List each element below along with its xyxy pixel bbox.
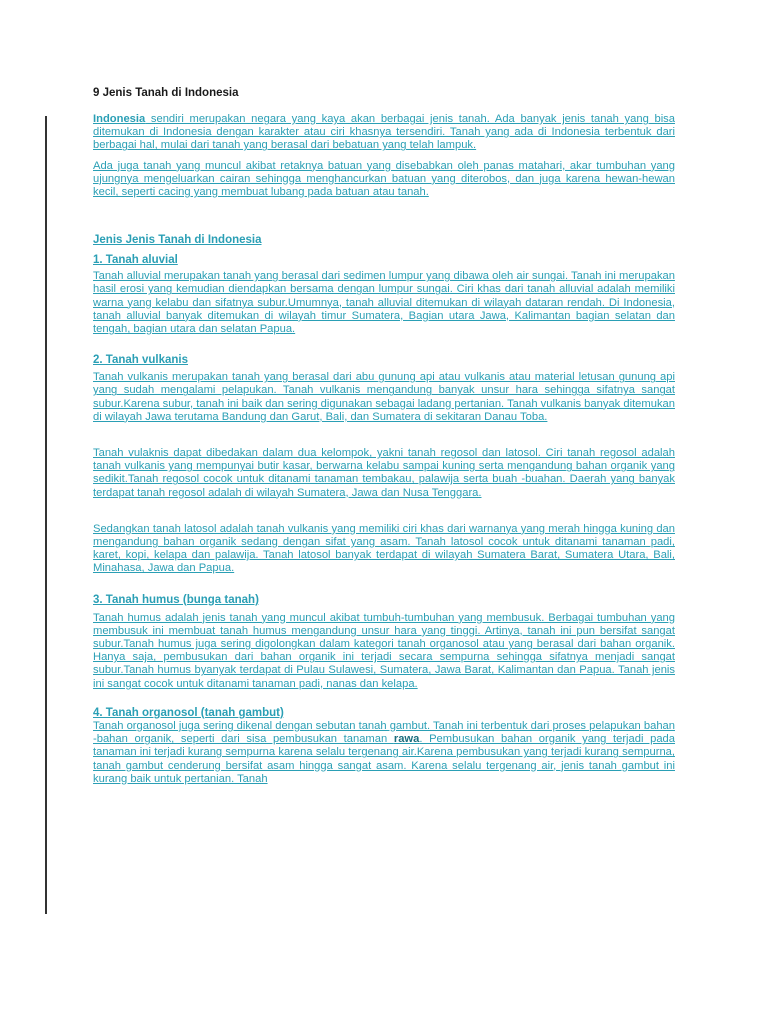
organosol-text-a: Tanah organosol juga sering dikenal dengan sebutan tanah gambut. Tanah ini terbentuk dari proses pelapukan bahan -bahan organik, seperti dari sisa pembusukan tanaman xyxy=(93,719,675,746)
heading-aluvial[interactable]: 1. Tanah aluvial xyxy=(93,254,178,267)
intro-paragraph-2[interactable]: Ada juga tanah yang muncul akibat retaknya batuan yang disebabkan oleh panas matahari, akar tumbuhan yang ujungnya mengeluarkan cairan sehingga menghancurkan batuan yang diterobos, dan juga karena hewan-hewan kecil, seperti cacing yang membuat lubang pada batuan atau tanah. xyxy=(93,159,675,199)
heading-humus[interactable]: 3. Tanah humus (bunga tanah) xyxy=(93,593,259,606)
document-body xyxy=(93,113,675,786)
paragraph-vulkanis-1[interactable]: Tanah vulkanis merupakan tanah yang berasal dari abu gunung api atau vulkanis atau material letusan gunung api yang sudah mengalami pelapukan. Tanah vulkanis mengandung banyak unsur hara sehingga sifatnya sangat subur.Karena subur, tanah ini baik dan sering digunakan sebagai ladang pertanian. Tanah vulkanis banyak ditemukan di wilayah Jawa terutama Bandung dan Garut, Bali, dan Sumatera di sekitaran Danau Toba. xyxy=(93,371,675,423)
section-heading[interactable]: Jenis Jenis Tanah di Indonesia xyxy=(93,234,262,247)
heading-vulkanis[interactable]: 2. Tanah vulkanis xyxy=(93,354,189,367)
rawa-link[interactable]: rawa xyxy=(393,733,420,746)
paragraph-humus[interactable]: Tanah humus adalah jenis tanah yang muncul akibat tumbuh-tumbuhan yang membusuk. Berbagai tumbuhan yang membusuk ini membuat tanah humus mengandung unsur hara yang tinggi. Artinya, tanah ini pun bersifat sangat subur.Tanah humus juga sering digolongkan dalam kategori tanah organosol atau yang berasal dari bahan organik. Hanya saja, pembusukan dari bahan organik ini terjadi secara sempurna sehingga sifatnya menjadi sangat subur.Tanah humus byanyak terdapat di Pulau Sulawesi, Sumatera, Jawa Barat, Kalimantan dan Papua. Tanah jenis ini sangat cocok untuk ditanami tanaman padi, nanas dan kelapa. xyxy=(93,611,675,690)
document-title: 9 Jenis Tanah di Indonesia xyxy=(93,87,239,99)
heading-organosol[interactable]: 4. Tanah organosol (tanah gambut) xyxy=(93,706,284,719)
intro-paragraph[interactable] xyxy=(93,113,675,153)
indonesia-link[interactable]: Indonesia xyxy=(93,113,146,125)
paragraph-vulkanis-3[interactable]: Sedangkan tanah latosol adalah tanah vulkanis yang memiliki ciri khas dari warnanya yang merah hingga kuning dan mengandung bahan organik sedang dengan sifat yang asam. Tanah latosol cocok untuk ditanami tanaman padi, karet, kopi, kelapa dan palawija. Tanah latosol banyak terdapat di wilayah Sumatera Barat, Sumatera Utara, Bali, Minahasa, Jawa dan Papua. xyxy=(93,522,675,575)
change-bar xyxy=(45,116,47,914)
organosol-text-b: . Pembusukan bahan organik yang terjadi pada tanaman ini terjadi kurang sempurna karena selalu tergenang air.Karena pembusukan yang terjadi kurang sempurna, tanah gambut cenderung bersifat asam hingga sangat asam. Karena selalu tergenang air, jenis tanah gambut ini kurang baik untuk pertanian. Tanah xyxy=(93,733,676,785)
intro-text: sendiri merupakan negara yang kaya akan berbagai jenis tanah. Ada banyak jenis tanah yang bisa ditemukan di Indonesia dengan karakter atau ciri khasnya tersendiri. Tanah yang ada di Indonesia terbentuk dari berbagai hal, mulai dari tanah yang berasal dari bebatuan yang telah lampuk. xyxy=(93,113,675,152)
paragraph-aluvial[interactable]: Tanah alluvial merupakan tanah yang berasal dari sedimen lumpur yang dibawa oleh air sungai. Tanah ini merupakan hasil erosi yang kemudian diendapkan bersama dengan lumpur sungai. Ciri khas dari tanah alluvial adalah memiliki warna yang kelabu dan sifatnya subur.Umumnya, tanah alluvial ditemukan di wilayah dataran rendah. Di Indonesia, tanah alluvial banyak ditemukan di wilayah timur Sumatera, Bagian utara Jawa, Kalimantan bagian selatan dan tengah, bagian utara dan selatan Papua. xyxy=(93,270,675,336)
paragraph-vulkanis-2[interactable]: Tanah vulaknis dapat dibedakan dalam dua kelompok, yakni tanah regosol dan latosol. Ciri tanah regosol adalah tanah vulkanis yang mempunyai butir kasar, berwarna kelabu sampai kuning serta mengandung bahan organik yang sedikit.Tanah regosol cocok untuk ditanami tanaman tembakau, palawija serta buah -buahan. Daerah yang banyak terdapat tanah regosol adalah di wilayah Sumatera, Jawa dan Nusa Tenggara. xyxy=(93,447,675,499)
paragraph-organosol[interactable] xyxy=(93,720,675,786)
